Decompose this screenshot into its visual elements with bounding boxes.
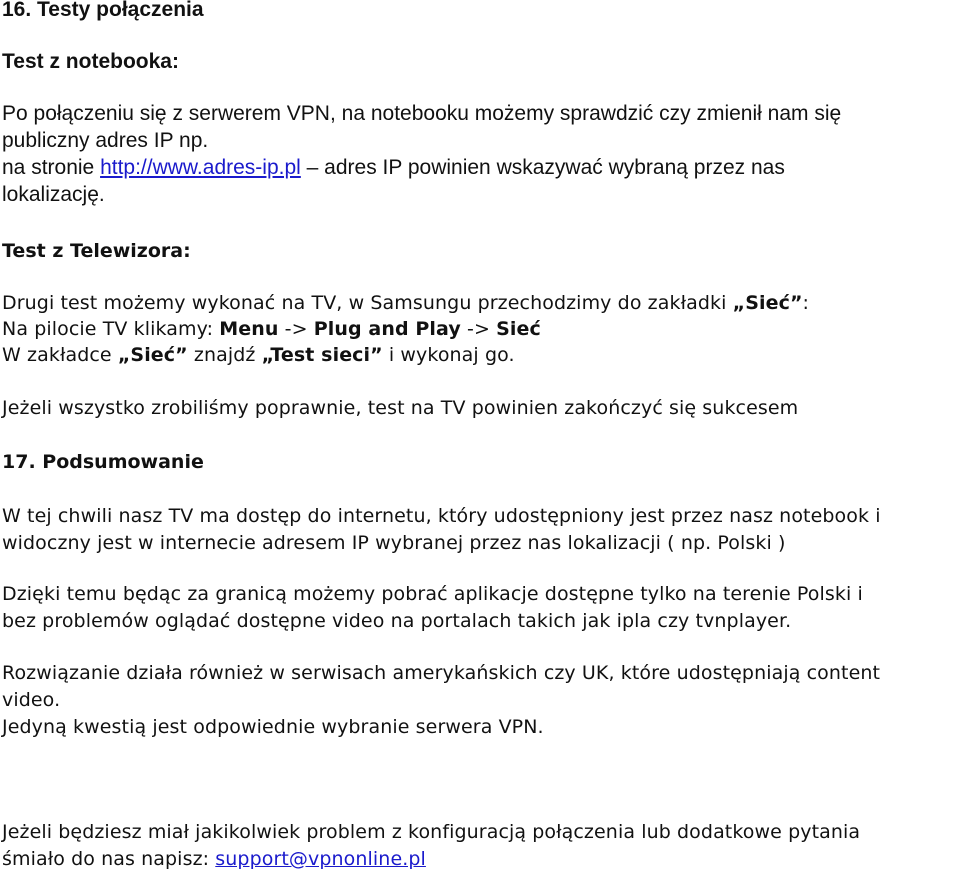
summary-text-line: Dzięki temu będąc za granicą możemy pobrać aplikacje dostępne tylko na terenie Polski i [2, 583, 863, 605]
siec-tab-name: „Sieć” [732, 292, 803, 314]
menu-label: Menu [219, 318, 279, 340]
notebook-text-line: lokalizację. [2, 183, 105, 206]
section-17-heading: 17. Podsumowanie [2, 451, 204, 473]
notebook-text-line: Po połączeniu się z serwerem VPN, na notebooku możemy sprawdzić czy zmienił nam się [2, 102, 842, 125]
contact-text-line: Jeżeli będziesz miał jakikolwiek problem z konfiguracją połączenia lub dodatkowe pytania [2, 821, 861, 843]
notebook-text-prefix: na stronie [2, 156, 101, 179]
summary-text-line: video. [2, 689, 61, 711]
siec-tab-name: „Sieć” [117, 344, 188, 366]
tv-text-mid: znajdź [187, 344, 262, 366]
summary-text-line: W tej chwili nasz TV ma dostęp do internetu, który udostępniony jest przez nasz notebook i [2, 505, 881, 527]
summary-text-line: Jedyną kwestią jest odpowiednie wybranie serwera VPN. [2, 716, 544, 738]
summary-text-line: Rozwiązanie działa również w serwisach amerykańskich czy UK, które udostępniają content [2, 662, 881, 684]
support-email-link[interactable]: support@vpnonline.pl [215, 848, 426, 870]
tv-text-line [2, 289, 809, 317]
notebook-test-heading: Test z notebooka: [2, 50, 179, 73]
arrow-text: -> [460, 318, 497, 340]
test-sieci-label: „Test sieci” [261, 344, 383, 366]
remote-instructions-line [2, 315, 541, 343]
plug-and-play-label: Plug and Play [313, 318, 461, 340]
remote-text-prefix: Na pilocie TV klikamy: [2, 318, 220, 340]
tv-text-suffix: : [802, 292, 810, 314]
adres-ip-link[interactable]: http://www.adres-ip.pl [100, 156, 301, 179]
contact-email-line [2, 845, 426, 873]
tv-text-prefix: W zakładce [2, 344, 118, 366]
tv-success-line: Jeżeli wszystko zrobiliśmy poprawnie, test na TV powinien zakończyć się sukcesem [2, 397, 799, 419]
siec-label: Sieć [496, 318, 541, 340]
tv-text-suffix: i wykonaj go. [382, 344, 515, 366]
section-16-heading: 16. Testy połączenia [2, 0, 204, 21]
tv-text-line [2, 341, 515, 369]
summary-text-line: bez problemów oglądać dostępne video na portalach takich jak ipla czy tvnplayer. [2, 610, 792, 632]
notebook-text-line: publiczny adres IP np. [2, 129, 209, 152]
tv-text-prefix: Drugi test możemy wykonać na TV, w Samsungu przechodzimy do zakładki [2, 292, 733, 314]
tv-test-heading: Test z Telewizora: [2, 240, 191, 262]
summary-text-line: widoczny jest w internecie adresem IP wybranej przez nas lokalizacji ( np. Polski ) [2, 532, 786, 554]
contact-text-prefix: śmiało do nas napisz: [2, 848, 216, 870]
notebook-text-suffix: – adres IP powinien wskazywać wybraną przez nas [300, 156, 785, 179]
arrow-text: -> [278, 318, 314, 340]
notebook-link-line [2, 154, 785, 182]
